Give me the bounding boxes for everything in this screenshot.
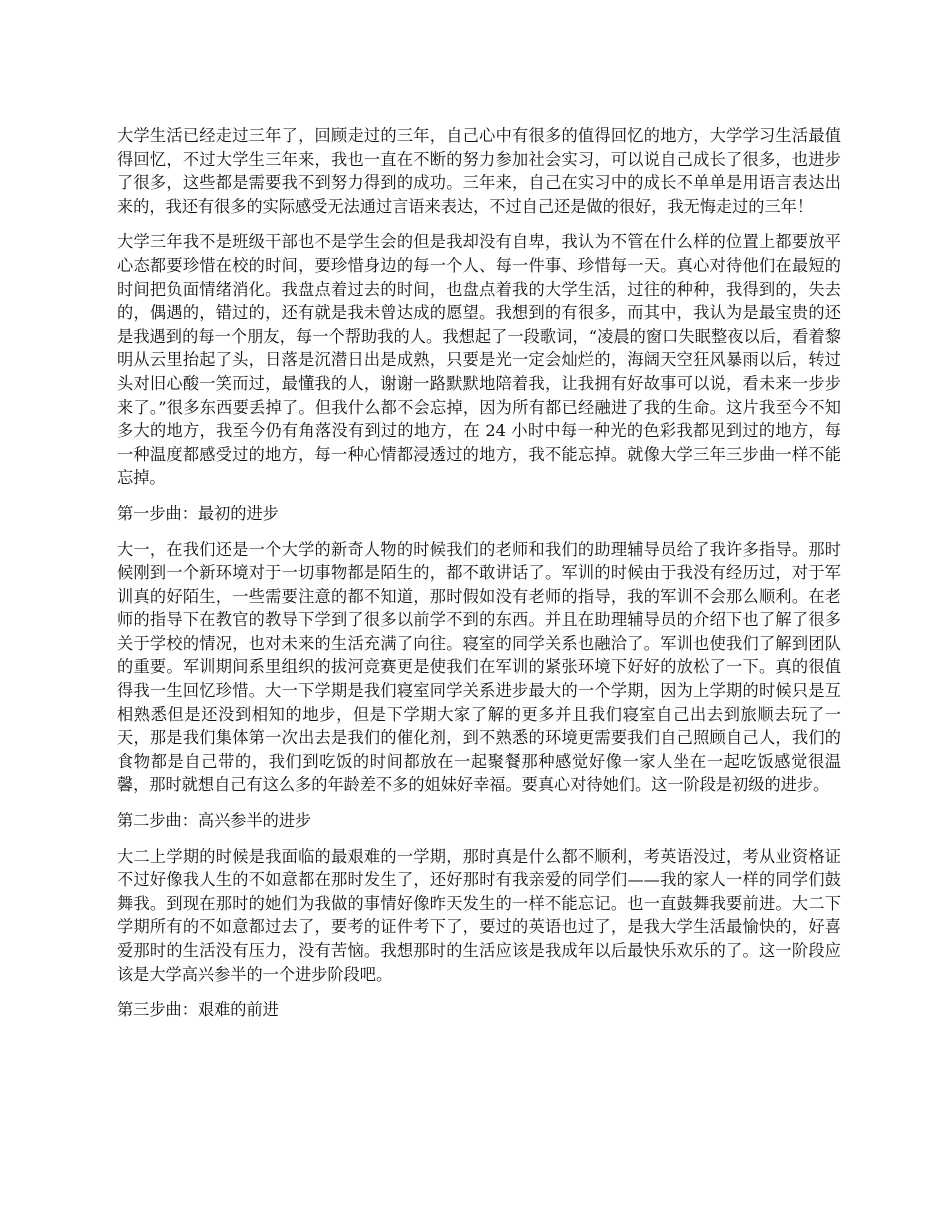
section-heading-first-step: 第一步曲：最初的进步	[117, 503, 279, 523]
intro-paragraph: 大学生活已经走过三年了，回顾走过的三年，自己心中有很多的值得回忆的地方，大学学习生活最值得回忆，不过大学生三年来，我也一直在不断的努力参加社会实习，可以说自己成长了很多，也进步了很多，这些都是需要我不到努力得到的成功。三年来，自己在实习中的成长不单单是用语言表达出来的，我还有很多的实际感受无法通过言语来表达，不过自己还是做的很好，我无悔走过的三年！	[117, 126, 841, 216]
reflection-paragraph: 大学三年我不是班级干部也不是学生会的但是我却没有自卑，我认为不管在什么样的位置上都要放平心态都要珍惜在校的时间，要珍惜身边的每一个人、每一件事、珍惜每一天。真心对待他们在最短的时间把负面情绪消化。我盘点着过去的时间，也盘点着我的大学生活，过往的种种，我得到的，失去的，偶遇的，错过的，还有就是我未曾达成的愿望。我想到的有很多，而其中，我认为是最宝贵的还是我遇到的每一个朋友，每一个帮助我的人。我想起了一段歌词，“凌晨的窗口失眠整夜以后，看着黎明从云里抬起了头，日落是沉潜日出是成熟，只要是光一定会灿烂的，海阔天空狂风暴雨以后，转过头对旧心酸一笑而过，最懂我的人，谢谢一路默默地陪着我，让我拥有好故事可以说，看未来一步步来了。”很多东西要丢掉了。但我什么都不会忘掉，因为所有都已经融进了我的生命。这片我至今不知多大的地方，我至今仍有角落没有到过的地方，在 24 小时中每一种光的色彩我都见到过的地方，每一种温度都感受过的地方，每一种心情都浸透过的地方，我不能忘掉。就像大学三年三步曲一样不能忘掉。	[117, 232, 841, 488]
second-step-paragraph: 大二上学期的时候是我面临的最艰难的一学期，那时真是什么都不顺利，考英语没过，考从业资格证不过好像我人生的不如意都在那时发生了，还好那时有我亲爱的同学们——我的家人一样的同学们鼓舞我。到现在那时的她们为我做的事情好像昨天发生的一样不能忘记。也一直鼓舞我要前进。大二下学期所有的不如意都过去了，要考的证件考下了，要过的英语也过了，是我大学生活最愉快的，好喜爱那时的生活没有压力，没有苦恼。我想那时的生活应该是我成年以后最快乐欢乐的了。这一阶段应该是大学高兴参半的一个进步阶段吧。	[117, 846, 841, 984]
section-heading-second-step: 第二步曲：高兴参半的进步	[117, 811, 312, 831]
document-body	[117, 124, 841, 1034]
first-step-paragraph: 大一，在我们还是一个大学的新奇人物的时候我们的老师和我们的助理辅导员给了我许多指导。那时候刚到一个新环境对于一切事物都是陌生的，都不敢讲话了。军训的时候由于我没有经历过，对于军训真的好陌生，一些需要注意的都不知道，那时假如没有老师的指导，我的军训不会那么顺利。在老师的指导下在教官的教导下学到了很多以前学不到的东西。并且在助理辅导员的介绍下也了解了很多关于学校的情况，也对未来的生活充满了向往。寝室的同学关系也融洽了。军训也使我们了解到团队的重要。军训期间系里组织的拔河竞赛更是使我们在军训的紧张环境下好好的放松了一下。真的很值得我一生回忆珍惜。大一下学期是我们寝室同学关系进步最大的一个学期，因为上学期的时候只是互相熟悉但是还没到相知的地步，但是下学期大家了解的更多并且我们寝室自己出去到旅顺去玩了一天，那是我们集体第一次出去是我们的催化剂，到不熟悉的环境更需要我们自己照顾自己人，我们的食物都是自己带的，我们到吃饭的时间都放在一起聚餐那种感觉好像一家人坐在一起吃饭感觉很温馨，那时就想自己有这么多的年龄差不多的姐妹好幸福。要真心对待她们。这一阶段是初级的进步。	[117, 539, 841, 795]
section-heading-third-step: 第三步曲：艰难的前进	[117, 1000, 279, 1020]
